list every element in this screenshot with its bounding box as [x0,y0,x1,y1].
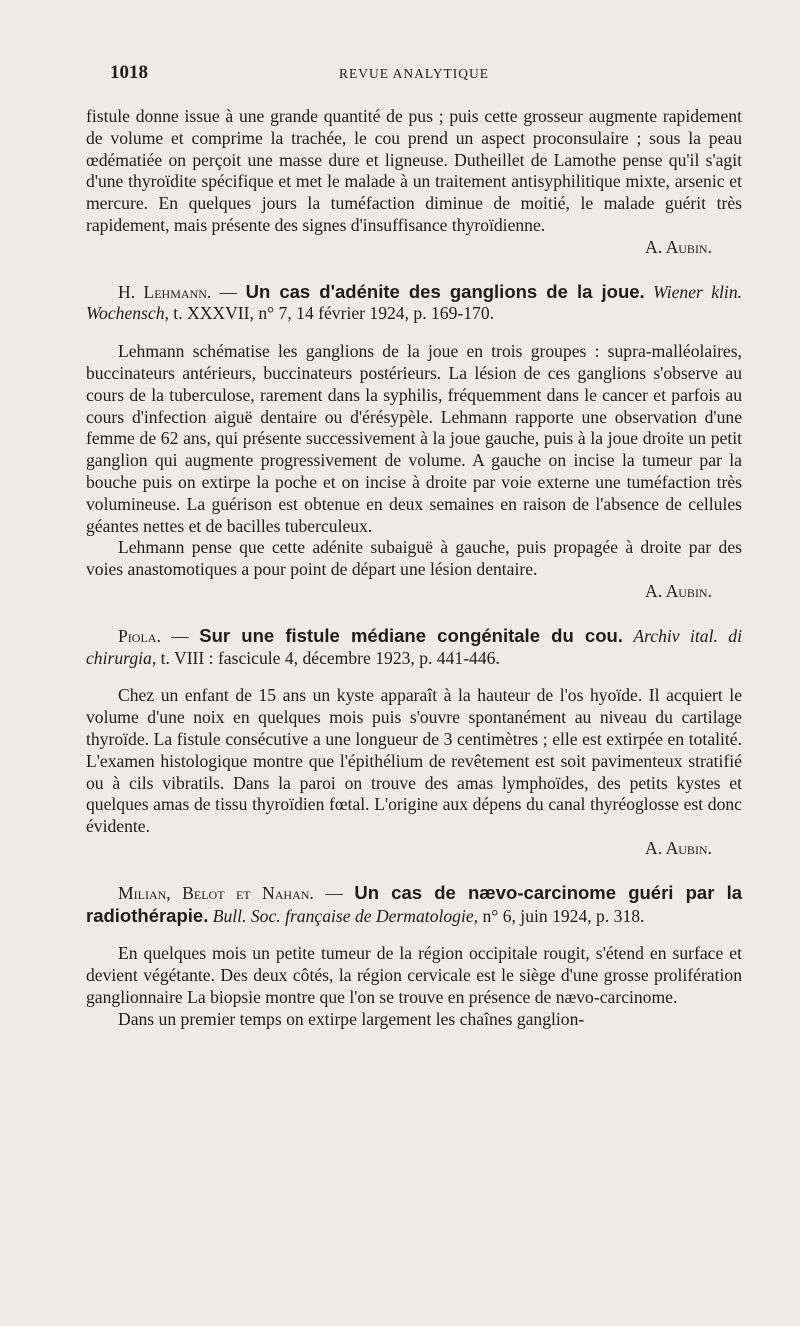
article-heading [86,625,742,670]
article-journal: Archiv ital. di chirurgia, [86,625,742,668]
signature: A. Aubin. [645,236,712,257]
article-journal: Bull. Soc. française de Dermatologie, [212,905,479,926]
signature: A. Aubin. [645,837,712,858]
article-title: Un cas d'adénite des ganglions de la joue. [245,280,645,302]
page-number: 1018 [110,62,148,83]
article-paragraph: Lehmann pense que cette adénite subaiguë à gauche, puis propagée à droite par des voies anastomotiques a pour point de départ une lésion dentaire. [86,537,742,580]
heading-separator: — [211,281,246,302]
article-milian [86,882,742,1031]
article-paragraph: Chez un enfant de 15 ans un kyste apparaît à la hauteur de l'os hyoïde. Il acquiert le volume d'une noix en quelques mois puis s'ouvre spontanément au niveau du cartilage thyroïde. La fistule consécutive a une longueur de 3 centimètres ; elle est extirpée en totalité. L'examen histologique montre que l'épithélium de revêtement est soit pavimenteux stratifié ou à cils vibratils. Dans la paroi on trouve des amas lymphoïdes, des petits kystes et quelques amas de tissu thyroïdien fœtal. L'origine aux dépens du canal thyréoglosse est donc évidente. [86,685,742,837]
article-title: Sur une fistule médiane congénitale du cou. [199,624,623,646]
article-heading [86,882,742,928]
article-title: Un cas de nævo-carcinome guéri par la radiothérapie. [86,881,743,926]
continuation-text: fistule donne issue à une grande quantité de pus ; puis cette grosseur augmente rapidement de volume et comprime la trachée, le cou prend un aspect proconsulaire ; sous la peau œdématiée on perçoit une masse dure et ligneuse. Dutheillet de Lamothe pense qu'il s'agit d'une thyroïdite spécifique et met le malade à un traitement antisyphilitique mixte, arsenic et mercure. En quelques jours la tuméfaction diminue de moitié, le malade guérit très rapidement, mais présente des signes d'insuffisance thyroïdienne. [86,106,742,235]
article-paragraph: Lehmann schématise les ganglions de la joue en trois groupes : supra-malléolaires, buccinateurs antérieurs, buccinateurs postérieurs. La lésion de ces ganglions s'observe au cours de la tuberculose, rarement dans la syphilis, fréquemment dans le cancer et parfois au cours d'infection aiguë dentaire ou d'érésypèle. Lehmann rapporte une observation d'une femme de 62 ans, qui présente successivement à la joue gauche, puis à la joue droite un petit ganglion qui augmente progressivement de volume. A gauche on incise la tumeur par la bouche puis on extirpe la poche et on incise à droite par voie externe une tuméfaction très volumineuse. La guérison est obtenue en deux semaines en raison de l'absence de cellules géantes nettes et de bacilles tuberculeux. [86,341,742,536]
article-authors: H. Lehmann. [118,281,212,302]
running-head [86,62,742,92]
continuation-paragraph [86,106,742,259]
article-reference: n° 6, juin 1924, p. 318. [478,905,645,926]
article-heading [86,281,742,326]
heading-separator: — [160,625,200,646]
article-reference: t. XXXVII, n° 7, 14 février 1924, p. 169-170. [168,303,495,324]
article-journal: Wiener klin. Wochensch, [86,281,743,324]
article-piola [86,625,742,860]
article-paragraph: En quelques mois un petite tumeur de la région occipitale rougit, s'étend en surface et devient végétante. Des deux côtés, la région cervicale est le siège d'une grosse prolifération ganglionnaire La biopsie montre que l'on se trouve en présence de nævo-carcinome. [86,943,742,1007]
article-reference: t. VIII : fascicule 4, décembre 1923, p. 441-446. [156,647,500,668]
signature: A. Aubin. [645,580,712,601]
article-authors: Milian, Belot et Nahan. [118,882,314,903]
article-lehmann [86,281,742,603]
article-authors: Piola. [118,625,161,646]
heading-separator: — [313,882,355,903]
article-paragraph: Dans un premier temps on extirpe largement les chaînes ganglion- [118,1008,585,1029]
journal-title: REVUE ANALYTIQUE [338,66,489,81]
